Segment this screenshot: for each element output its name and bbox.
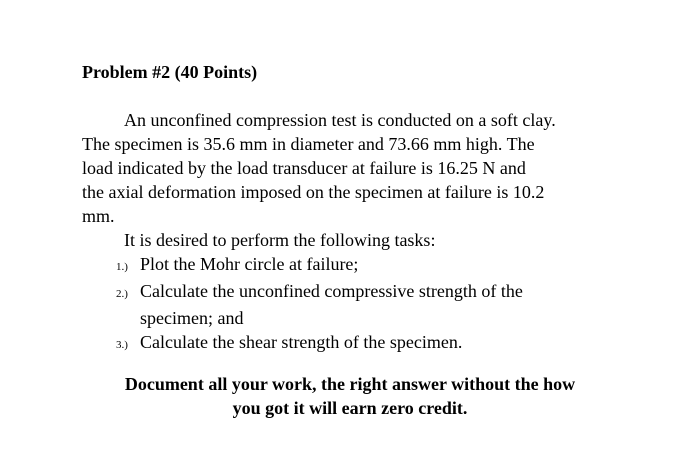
- paragraph-line: An unconfined compression test is conducted on a soft clay.: [124, 110, 556, 130]
- closing-note: [0, 372, 700, 420]
- task-text: Calculate the shear strength of the specimen.: [140, 332, 463, 352]
- closing-line: you got it will earn zero credit.: [232, 398, 468, 418]
- task-text-continued: specimen; and: [140, 308, 244, 328]
- task-number: 3.): [116, 339, 128, 351]
- closing-line: Document all your work, the right answer without the how: [124, 374, 576, 394]
- task-text: Plot the Mohr circle at failure;: [140, 254, 359, 274]
- task-list: [116, 228, 523, 357]
- paragraph-line: the axial deformation imposed on the specimen at failure is 10.2: [82, 182, 545, 202]
- paragraph-line: load indicated by the load transducer at failure is 16.25 N and: [82, 158, 526, 178]
- task-item-1: [116, 252, 523, 279]
- task-item-2: [116, 279, 523, 330]
- tasks-intro: It is desired to perform the following tasks:: [124, 230, 436, 250]
- task-text: Calculate the unconfined compressive strength of the: [140, 281, 523, 301]
- task-number: 2.): [116, 288, 128, 300]
- task-item-3: [116, 330, 523, 357]
- paragraph-line: The specimen is 35.6 mm in diameter and 73.66 mm high. The: [82, 134, 535, 154]
- task-number: 1.): [116, 261, 128, 273]
- paragraph-line: mm.: [82, 206, 115, 226]
- problem-title: Problem #2 (40 Points): [82, 62, 258, 82]
- problem-paragraph: [82, 108, 642, 228]
